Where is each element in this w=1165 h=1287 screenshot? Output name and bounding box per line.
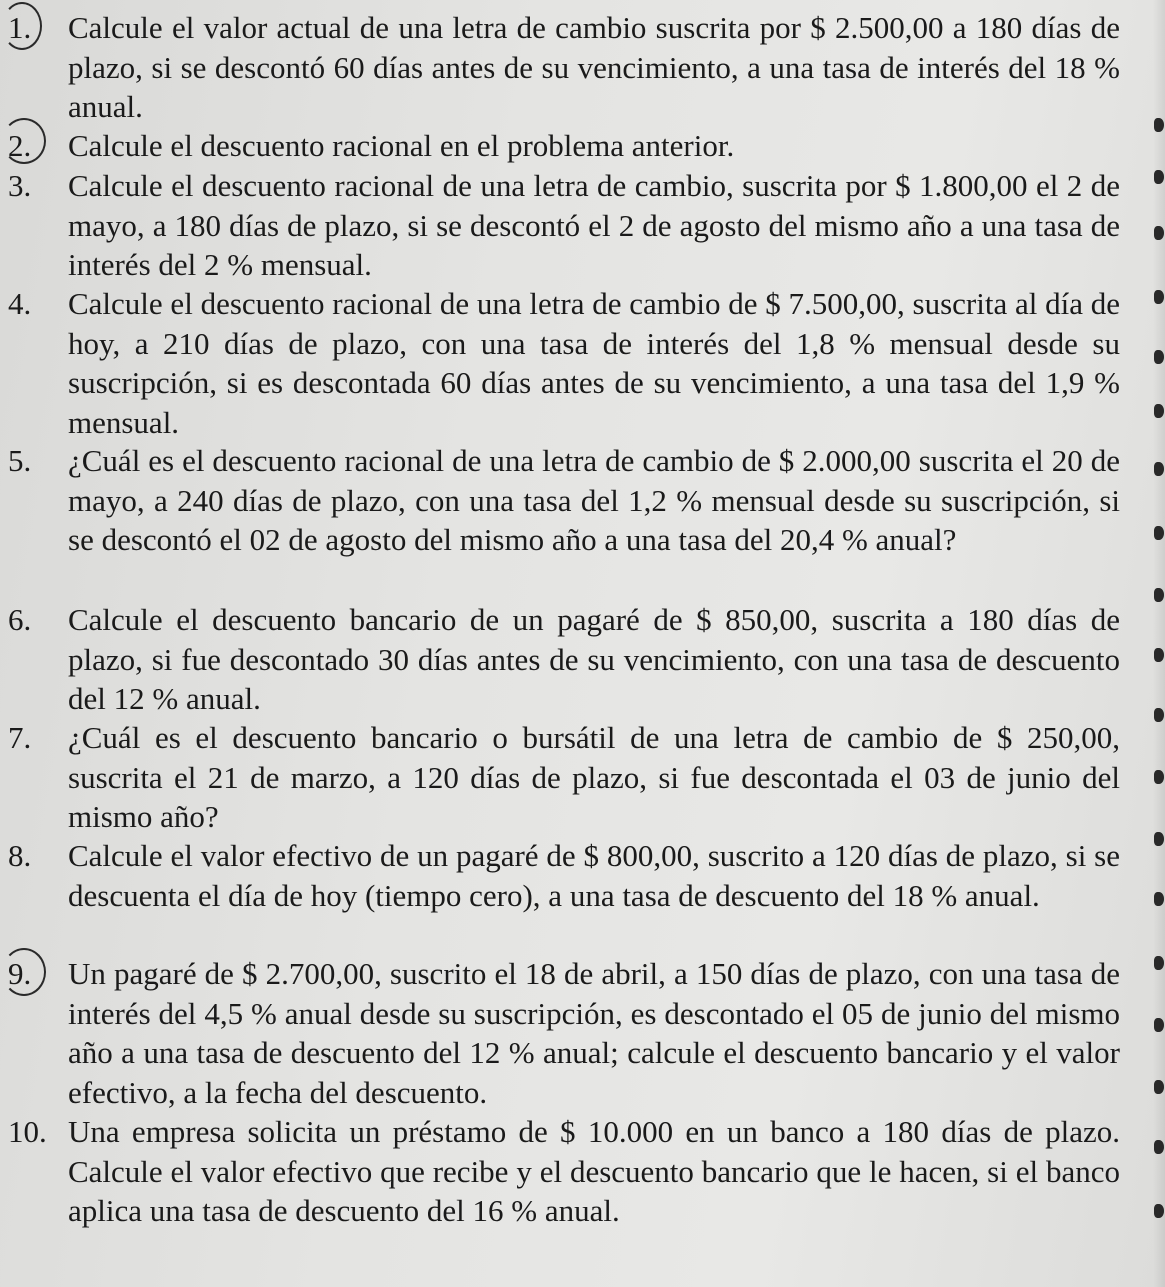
problem-number: 10.: [8, 1114, 47, 1149]
problem-9: [0, 954, 1120, 1112]
problem-number: 8.: [8, 838, 32, 873]
problem-number: 2.: [8, 128, 32, 163]
problem-text: Un pagaré de $ 2.700,00, suscrito el 18 de abril, a 150 días de plazo, con una tasa de interés del 4,5 % anual desde su suscripción, es descontado el 05 de junio del mismo año a una tasa de descuento del 12 % anual; calcule el descuento bancario y el valor efectivo, a la fecha del descuento.: [68, 956, 1120, 1110]
problem-number: 9.: [8, 956, 32, 991]
problem-5: [0, 441, 1120, 560]
problem-text: Calcule el descuento racional de una letra de cambio de $ 7.500,00, suscrita al día de hoy, a 210 días de plazo, con una tasa de interés del 1,8 % mensual desde su suscripción, si es descontada 60 días antes de su vencimiento, a una tasa del 1,9 % mensual.: [68, 286, 1120, 440]
problem-number: 5.: [8, 443, 32, 478]
problem-text: ¿Cuál es el descuento bancario o bursátil de una letra de cambio de $ 250,00, suscrita el 21 de marzo, a 120 días de plazo, si fue descontada el 03 de junio del mismo año?: [68, 720, 1120, 834]
problem-text: Calcule el descuento racional en el problema anterior.: [68, 128, 735, 163]
problem-text: ¿Cuál es el descuento racional de una letra de cambio de $ 2.000,00 suscrita el 20 de mayo, a 240 días de plazo, con una tasa del 1,2 % mensual desde su suscripción, si se descontó el 02 de agosto del mismo año a una tasa del 20,4 % anual?: [68, 443, 1120, 557]
problem-text: Calcule el valor actual de una letra de cambio suscrita por $ 2.500,00 a 180 días de plazo, si se descontó 60 días antes de su vencimiento, a una tasa de interés del 18 % anual.: [68, 10, 1120, 124]
problem-text: Calcule el descuento racional de una letra de cambio, suscrita por $ 1.800,00 el 2 de mayo, a 180 días de plazo, si se descontó el 2 de agosto del mismo año a una tasa de interés del 2 % mensual.: [68, 168, 1120, 282]
handwritten-circle-mark: [2, 948, 46, 996]
problem-10: [0, 1112, 1120, 1231]
problem-number: 4.: [8, 286, 32, 321]
problem-1: [0, 8, 1120, 127]
problem-text: Calcule el valor efectivo de un pagaré de $ 800,00, suscrito a 120 días de plazo, si se descuenta el día de hoy (tiempo cero), a una tasa de descuento del 18 % anual.: [68, 838, 1120, 913]
problem-3: [0, 166, 1120, 285]
problem-text: Una empresa solicita un préstamo de $ 10.000 en un banco a 180 días de plazo. Calcule el valor efectivo que recibe y el descuento bancario que le hacen, si el banco aplica una tasa de descuento del 16 % anual.: [68, 1114, 1120, 1228]
problem-6: [0, 600, 1120, 719]
problem-number: 6.: [8, 602, 32, 637]
problem-text: Calcule el descuento bancario de un pagaré de $ 850,00, suscrita a 180 días de plazo, si fue descontado 30 días antes de su vencimiento, con una tasa de descuento del 12 % anual.: [68, 602, 1120, 716]
problem-number: 1.: [8, 10, 32, 45]
handwritten-circle-mark: [2, 118, 46, 164]
problem-7: [0, 718, 1120, 837]
problem-4: [0, 284, 1120, 442]
handwritten-circle-mark: [2, 2, 42, 50]
problem-8: [0, 836, 1120, 915]
problem-number: 7.: [8, 720, 32, 755]
page-edge-shadow: [1153, 0, 1165, 1287]
problem-number: 3.: [8, 168, 32, 203]
problem-2: [0, 126, 1120, 166]
